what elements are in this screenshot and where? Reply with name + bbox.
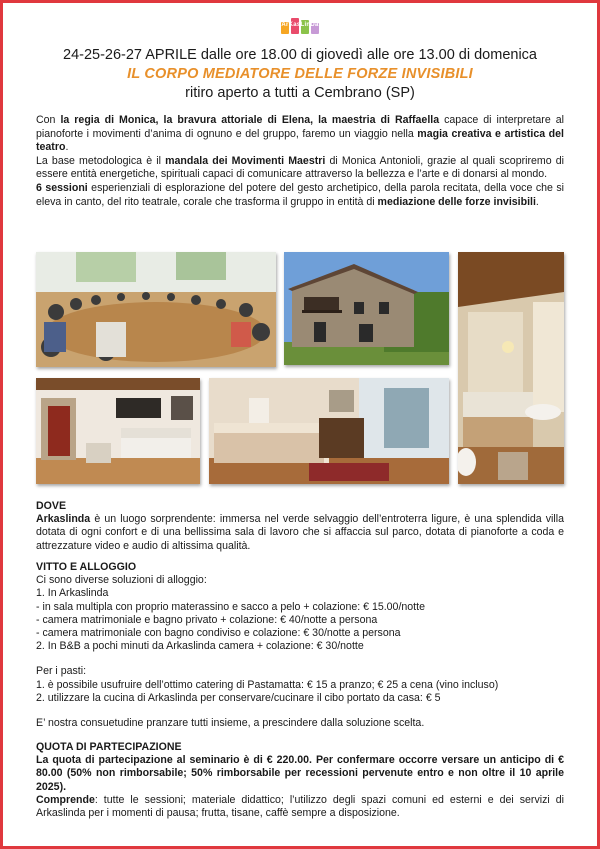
intro-paragraph-2: La base metodologica è il mandala dei Movimenti Maestri di Monica Antonioli, grazie al quali scopriremo di essere entità energetiche, spirituali capaci di comunicare attraverso la bellezza e l’arte e di donarsi al mondo.: [36, 154, 564, 181]
photo-bedroom: [209, 378, 449, 484]
vitto-line: Ci sono diverse soluzioni di alloggio:: [36, 574, 207, 587]
vitto-line: - camera matrimoniale con bagno condiviso e colazione: € 30/notte a persona: [36, 627, 401, 640]
quota-comprende: Comprende: tutte le sessioni; materiale didattico; l’utilizzo degli spazi comuni ed esterni e dei servizi di Arkaslinda per i momenti di pausa; frutta, tisane, caffè sempre a disposizione.: [36, 793, 564, 820]
event-dates: 24-25-26-27 APRILE dalle ore 18.00 di giovedì alle ore 13.00 di domenica: [63, 47, 537, 63]
quota-title: QUOTA DI PARTECIPAZIONE: [36, 741, 182, 753]
event-title: IL CORPO MEDIATORE DELLE FORZE INVISIBILI: [127, 66, 473, 82]
pasti-line: Per i pasti:: [36, 665, 87, 678]
photo-group-session: [36, 252, 276, 367]
event-subtitle: ritiro aperto a tutti a Cembrano (SP): [185, 85, 415, 101]
intro-paragraph-3: 6 sessioni esperienziali di esplorazione del potere del gesto archetipico, della parola recitata, della voce che si eleva in canto, del rito teatrale, corale che trasforma il gruppo in entità di mediazione delle forze invisibili.: [36, 181, 564, 208]
quota-section: [36, 741, 564, 820]
vitto-line: - in sala multipla con proprio materassino e sacco a pelo + colazione: € 15.00/notte: [36, 600, 425, 613]
vitto-note: E’ nostra consuetudine pranzare tutti insieme, a prescindere dalla soluzione scelta.: [36, 717, 425, 730]
photo-living-room: [36, 378, 200, 484]
pasti-line: 2. utilizzare la cucina di Arkaslinda per conservare/cucinare il cibo portato da casa: € 5: [36, 691, 441, 704]
photo-villa-exterior: [284, 252, 449, 365]
intro-text: [36, 114, 564, 209]
photo-bathroom: [458, 252, 564, 484]
vitto-line: 2. In B&B a pochi minuti da Arkaslinda camera + colazione: € 30/notte: [36, 640, 364, 653]
pasti-line: 1. è possibile usufruire dell’ottimo catering di Pastamatta: € 15 a pranzo; € 25 a cena (vino incluso): [36, 678, 499, 691]
vitto-section: [36, 561, 564, 730]
dove-text: Arkaslinda è un luogo sorprendente: immersa nel verde selvaggio dell’entroterra ligure, è una splendida villa dotata di ogni confort e di una bellissima sala di lavoro che si affaccia sul parco, dotata di pianoforte a coda e attrezzature video e audio di altissima qualità.: [36, 513, 564, 552]
arkaslinda-logo: ArKasLinDa: [278, 18, 322, 34]
vitto-line: - camera matrimoniale e bagno privato + colazione: € 40/notte a persona: [36, 613, 378, 626]
header: [36, 46, 564, 103]
vitto-line: 1. In Arkaslinda: [36, 587, 109, 600]
vitto-title: VITTO E ALLOGGIO: [36, 561, 137, 573]
intro-paragraph-1: Con la regia di Monica, la bravura attoriale di Elena, la maestria di Raffaella capace di interpretare al pianoforte i movimenti d’anima di ognuno e del gruppo, faremo un viaggio nella magia creativa e artistica del teatro.: [36, 114, 564, 154]
dove-section: [36, 500, 564, 553]
quota-text: La quota di partecipazione al seminario è di € 220.00. Per confermare occorre versare un anticipo di € 80.00 (50% non rimborsabile; 50% rimborsabile per recessioni pervenute entro e non oltre il 10 aprile 2025).: [36, 754, 564, 793]
dove-title: DOVE: [36, 500, 67, 512]
